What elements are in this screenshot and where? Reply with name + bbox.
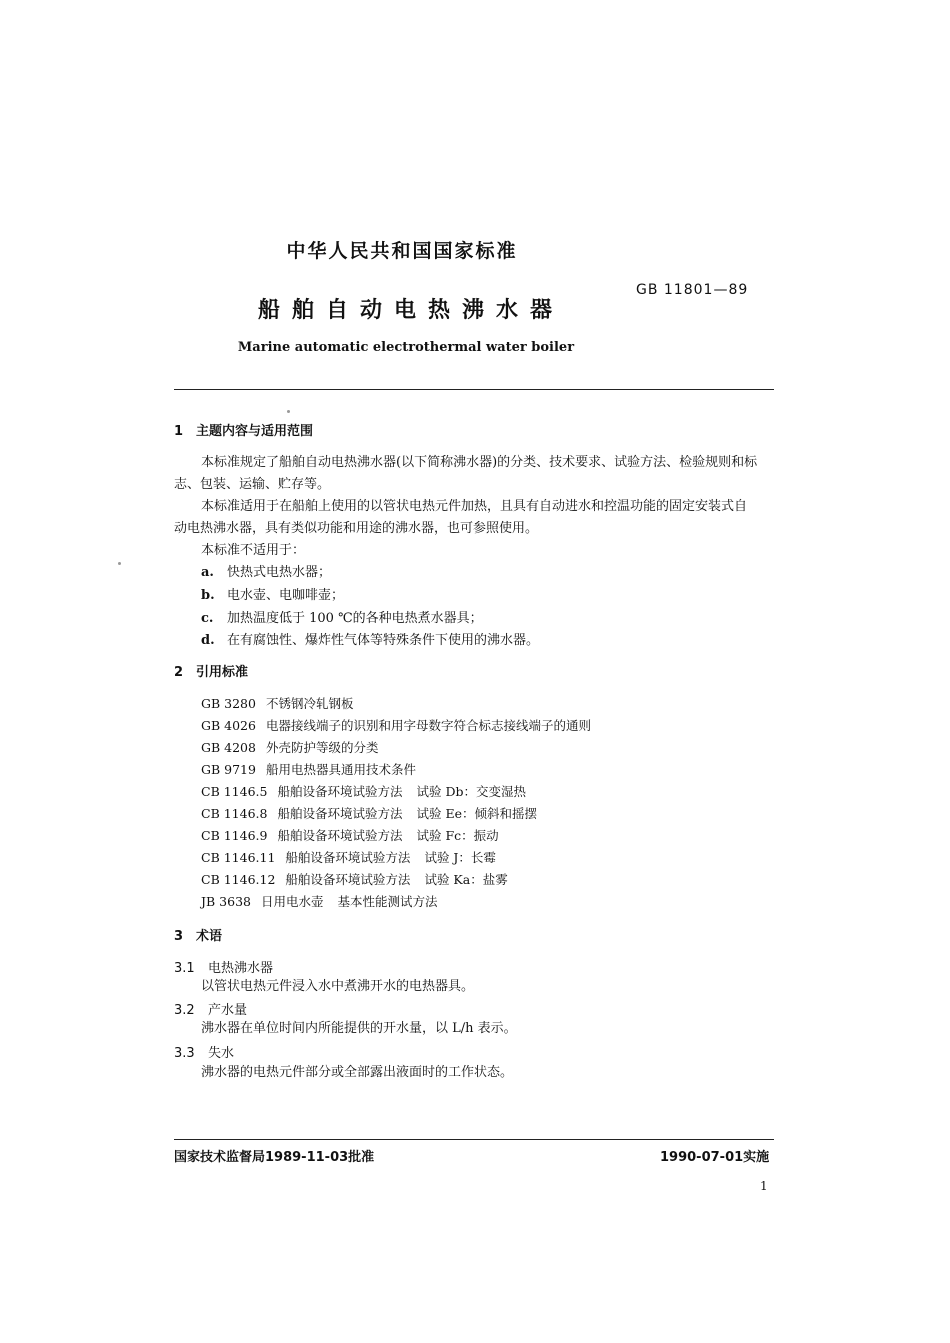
effective-date: 1990-07-01实施: [660, 1150, 770, 1165]
term-heading: [174, 957, 273, 976]
section-2-title: 引用标准: [196, 665, 249, 680]
term-title: 电热沸水器: [208, 961, 274, 976]
reference-code: GB 9719: [201, 762, 256, 777]
list-item-label: b.: [201, 588, 215, 603]
document-title-en: Marine automatic electrothermal water boiler: [237, 340, 575, 355]
reference-item: [201, 782, 526, 800]
section-1-title: 主题内容与适用范围: [196, 424, 314, 439]
header-divider: [174, 389, 774, 390]
term-title: 失水: [208, 1046, 235, 1061]
reference-code: CB 1146.9: [201, 828, 268, 843]
term-number: 3.1: [174, 961, 195, 976]
reference-title: 不锈钢冷轧钢板: [265, 696, 354, 711]
list-item-text: 快热式电热水器；: [227, 565, 332, 580]
reference-item: [201, 716, 591, 734]
national-standard-heading: 中华人民共和国国家标准: [286, 240, 518, 262]
reference-code: CB 1146.5: [201, 784, 268, 799]
section-1-para2-line2: 动电热沸水器，具有类似功能和用途的沸水器，也可参照使用。: [174, 521, 539, 536]
reference-test: 试验 Ee：倾斜和摇摆: [416, 806, 537, 821]
reference-title: 船舶设备环境试验方法: [285, 850, 411, 865]
reference-code: CB 1146.12: [201, 872, 276, 887]
scan-speck: [118, 562, 121, 565]
reference-item: [201, 870, 508, 888]
footer-divider: [174, 1139, 774, 1140]
section-3-title: 术语: [196, 929, 223, 944]
reference-title: 船用电热器具通用技术条件: [265, 762, 416, 777]
reference-title: 船舶设备环境试验方法: [277, 828, 403, 843]
approval-date: 国家技术监督局1989-11-03批准: [174, 1150, 375, 1165]
document-title-cn: 船舶自动电热沸水器: [257, 298, 564, 323]
reference-code: GB 3280: [201, 696, 256, 711]
reference-test: 试验 Fc：振动: [416, 828, 499, 843]
reference-item: [201, 848, 496, 866]
section-3-number: 3: [174, 929, 184, 944]
list-item-text: 在有腐蚀性、爆炸性气体等特殊条件下使用的沸水器。: [227, 633, 540, 648]
section-1-para1-line2: 志、包装、运输、贮存等。: [174, 477, 331, 492]
reference-item: [201, 804, 537, 822]
section-2-heading: [174, 661, 248, 680]
reference-code: CB 1146.8: [201, 806, 268, 821]
reference-title: 船舶设备环境试验方法: [277, 784, 403, 799]
list-item: [201, 562, 331, 584]
term-title: 产水量: [208, 1003, 248, 1018]
reference-item: [201, 892, 438, 910]
reference-test: 试验 J：长霉: [424, 850, 496, 865]
reference-test: 试验 Db：交变湿热: [416, 784, 526, 799]
term-heading: [174, 1042, 234, 1061]
reference-title: 电器接线端子的识别和用字母数字符合标志接线端子的通则: [265, 718, 591, 733]
section-1-para3: 本标准不适用于：: [201, 543, 306, 558]
section-1-heading: [174, 420, 313, 439]
list-item-text: 加热温度低于 100 ℃的各种电热煮水器具；: [227, 611, 483, 626]
term-definition: 以管状电热元件浸入水中煮沸开水的电热器具。: [201, 979, 475, 994]
reference-item: [201, 738, 378, 756]
reference-code: GB 4208: [201, 740, 256, 755]
list-item: [201, 608, 483, 630]
list-item: [201, 630, 539, 652]
section-1-para2-line1: 本标准适用于在船舶上使用的以管状电热元件加热，且具有自动进水和控温功能的固定安装式自: [201, 499, 748, 514]
term-number: 3.2: [174, 1003, 195, 1018]
list-item-label: d.: [201, 633, 215, 648]
reference-title: 船舶设备环境试验方法: [285, 872, 411, 887]
reference-test: 基本性能测试方法: [337, 894, 438, 909]
reference-item: [201, 760, 416, 778]
reference-title: 日用电水壶: [260, 894, 324, 909]
list-item: [201, 585, 344, 607]
term-definition: 沸水器在单位时间内所能提供的开水量，以 L/h 表示。: [201, 1021, 517, 1036]
reference-code: JB 3638: [201, 894, 251, 909]
page-number: 1: [760, 1179, 768, 1193]
reference-item: [201, 826, 499, 844]
reference-test: 试验 Ka：盐雾: [424, 872, 508, 887]
section-1-number: 1: [174, 424, 184, 439]
reference-code: GB 4026: [201, 718, 256, 733]
reference-item: [201, 694, 353, 712]
list-item-label: a.: [201, 565, 214, 580]
section-1-para1-line1: 本标准规定了船舶自动电热沸水器(以下简称沸水器)的分类、技术要求、试验方法、检验规则和标: [201, 455, 758, 470]
reference-code: CB 1146.11: [201, 850, 276, 865]
list-item-text: 电水壶、电咖啡壶；: [227, 588, 345, 603]
list-item-label: c.: [201, 611, 214, 626]
reference-title: 船舶设备环境试验方法: [277, 806, 403, 821]
section-2-number: 2: [174, 665, 184, 680]
term-heading: [174, 999, 247, 1018]
reference-title: 外壳防护等级的分类: [265, 740, 379, 755]
standard-code: GB 11801—89: [636, 282, 749, 298]
scan-speck: [287, 410, 290, 413]
section-3-heading: [174, 925, 222, 944]
term-definition: 沸水器的电热元件部分或全部露出液面时的工作状态。: [201, 1065, 514, 1080]
term-number: 3.3: [174, 1046, 195, 1061]
